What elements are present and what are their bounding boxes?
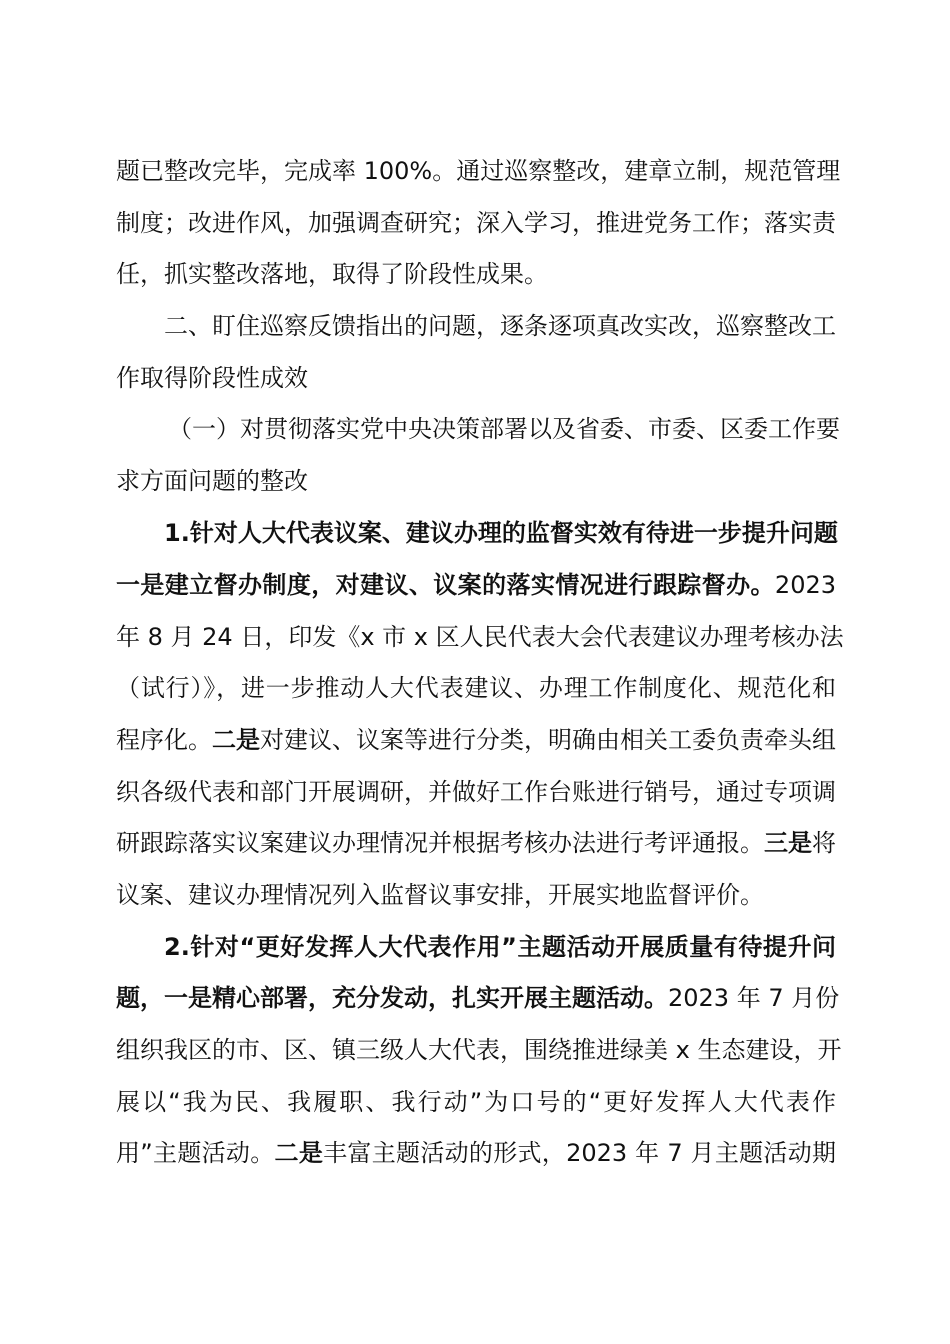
paragraph-line: 一是建立督办制度，对建议、议案的落实情况进行跟踪督办。2023: [116, 571, 836, 599]
paragraph-line: 组织我区的市、区、镇三级人大代表，围绕推进绿美 x 生态建设，开: [116, 1036, 842, 1064]
paragraph-line: （试行）》，进一步推动人大代表建议、办理工作制度化、规范化和: [116, 674, 836, 702]
paragraph-line: 展以“我为民、我履职、我行动”为口号的“更好发挥人大代表作: [116, 1088, 836, 1116]
paragraph-line: 题已整改完毕，完成率 100%。通过巡察整改，建章立制，规范管理: [116, 157, 841, 185]
section-heading-line: 作取得阶段性成效: [116, 364, 308, 392]
section-heading-line: 二、盯住巡察反馈指出的问题，逐条逐项真改实改，巡察整改工: [164, 312, 836, 340]
item-heading-line: 2.针对“更好发挥人大代表作用”主题活动开展质量有待提升问: [164, 933, 836, 961]
paragraph-line: 制度；改进作风，加强调查研究；深入学习，推进党务工作；落实责: [116, 209, 836, 237]
paragraph-line: 用”主题活动。二是丰富主题活动的形式，2023 年 7 月主题活动期: [116, 1139, 837, 1167]
paragraph-line: 研跟踪落实议案建议办理情况并根据考核办法进行考评通报。三是将: [116, 829, 836, 857]
item-heading-line: 1.针对人大代表议案、建议办理的监督实效有待进一步提升问题: [164, 519, 838, 547]
paragraph-line: 织各级代表和部门开展调研，并做好工作台账进行销号，通过专项调: [116, 778, 836, 806]
paragraph-line: 年 8 月 24 日，印发《x 市 x 区人民代表大会代表建议办理考核办法: [116, 623, 844, 651]
paragraph-line: 任，抓实整改落地，取得了阶段性成果。: [116, 260, 548, 288]
subsection-heading-line: （一）对贯彻落实党中央决策部署以及省委、市委、区委工作要: [168, 415, 840, 443]
subsection-heading-line: 求方面问题的整改: [116, 467, 308, 495]
paragraph-line: 程序化。二是对建议、议案等进行分类，明确由相关工委负责牵头组: [116, 726, 836, 754]
paragraph-line: 议案、建议办理情况列入监督议事安排，开展实地监督评价。: [116, 881, 764, 909]
paragraph-line: 题，一是精心部署，充分发动，扎实开展主题活动。2023 年 7 月份: [116, 984, 840, 1012]
